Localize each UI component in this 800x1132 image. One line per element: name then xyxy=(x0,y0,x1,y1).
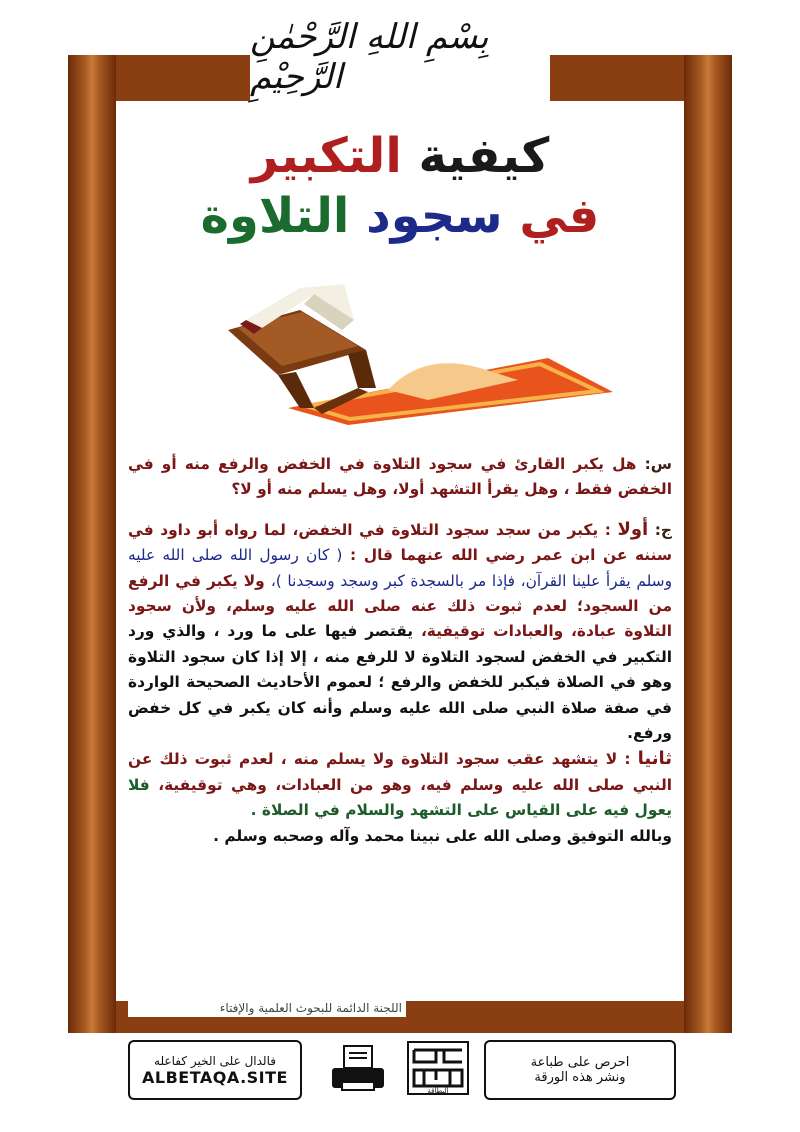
answer-label: ج: xyxy=(654,520,673,539)
question-text: هل يكبر القارئ في سجود التلاوة في الخفض والرفع منه أو في الخفض فقط ، وهل يقرأ التشهد أولا، وهل يسلم منه أو لا؟ xyxy=(128,455,672,499)
question-paragraph xyxy=(128,452,672,503)
footer-print-box xyxy=(484,1040,676,1100)
closing-text: وبالله التوفيق وصلى الله على نبينا محمد وآله وصحبه وسلم . xyxy=(213,826,672,845)
first-text-b: ولا يكبر في الرفع من السجود؛ لعدم ثبوت ذلك عنه صلى الله عليه وسلم، ولأن سجود التلاوة عبادة، والعبادات توقيفية، xyxy=(128,571,672,641)
hadith-quote: ( كان رسول الله صلى الله عليه وسلم يقرأ علينا القرآن، فإذا مر بالسجدة كبر وسجد وسجدنا )، xyxy=(128,546,673,590)
signature: اللجنة الدائمة للبحوث العلمية والإفتاء xyxy=(128,999,406,1017)
second-text-b: فلا يعول فيه على القياس على التشهد والسلام في الصلاة . xyxy=(128,775,672,820)
svg-text:البطاقة: البطاقة xyxy=(427,1087,449,1095)
fatwa-body xyxy=(128,452,672,849)
second-label: ثانيا xyxy=(637,748,673,770)
first-text-a: : يكبر من سجد سجود التلاوة في الخفض، لما رواه أبو داود في سننه عن ابن عمر رضي الله عنهما قال : xyxy=(128,520,672,565)
footer-site-link[interactable]: ALBETAQA.SITE xyxy=(142,1067,288,1087)
printer-icon xyxy=(328,1044,388,1094)
title-word-takbir: التكبير xyxy=(250,128,402,184)
title-word-sujud: سجود xyxy=(366,188,503,244)
footer-site-box xyxy=(128,1040,302,1100)
page-title-line1 xyxy=(0,128,800,184)
footer-bar xyxy=(128,1040,676,1098)
footer-motto: فالدال على الخير كفاعله xyxy=(154,1053,276,1068)
page-title-line2 xyxy=(0,188,800,244)
title-word-kayfiya: كيفية xyxy=(418,128,550,184)
basmala-calligraphy xyxy=(250,12,550,102)
footer-print-line1: احرص على طباعة xyxy=(530,1055,630,1070)
title-word-fi: في xyxy=(519,188,600,244)
footer-print-line2: ونشر هذه الورقة xyxy=(534,1070,626,1085)
first-text-c: يقتصر فيها على ما ورد ، والذي ورد التكبير في الخفض لسجود التلاوة لا للرفع منه ، إلا إذا كان سجود التلاوة وهو في الصلاة فيكبر للخفض والرفع ؛ لعموم الأحاديث الصحيحة الواردة في صفة صلاة النبي صلى الله عليه وسلم وأنه كان يكبر في كل خفض ورفع. xyxy=(128,622,672,743)
second-text-a: : لا يتشهد عقب سجود التلاوة ولا يسلم منه ، لعدم ثبوت ذلك عن النبي صلى الله عليه وسلم فيه، وهو من العبادات، وهي توقيفية، xyxy=(128,750,672,794)
quran-stand-illustration xyxy=(218,280,618,425)
question-label: س: xyxy=(644,455,673,473)
title-word-tilawa: التلاوة xyxy=(200,188,350,244)
first-label: أولا xyxy=(617,518,649,540)
answer-paragraph xyxy=(128,517,672,849)
basmala-text: بِسْمِ اللهِ الرَّحْمٰنِ الرَّحِيْمِ xyxy=(250,17,489,97)
albetaqa-logo xyxy=(406,1040,470,1096)
